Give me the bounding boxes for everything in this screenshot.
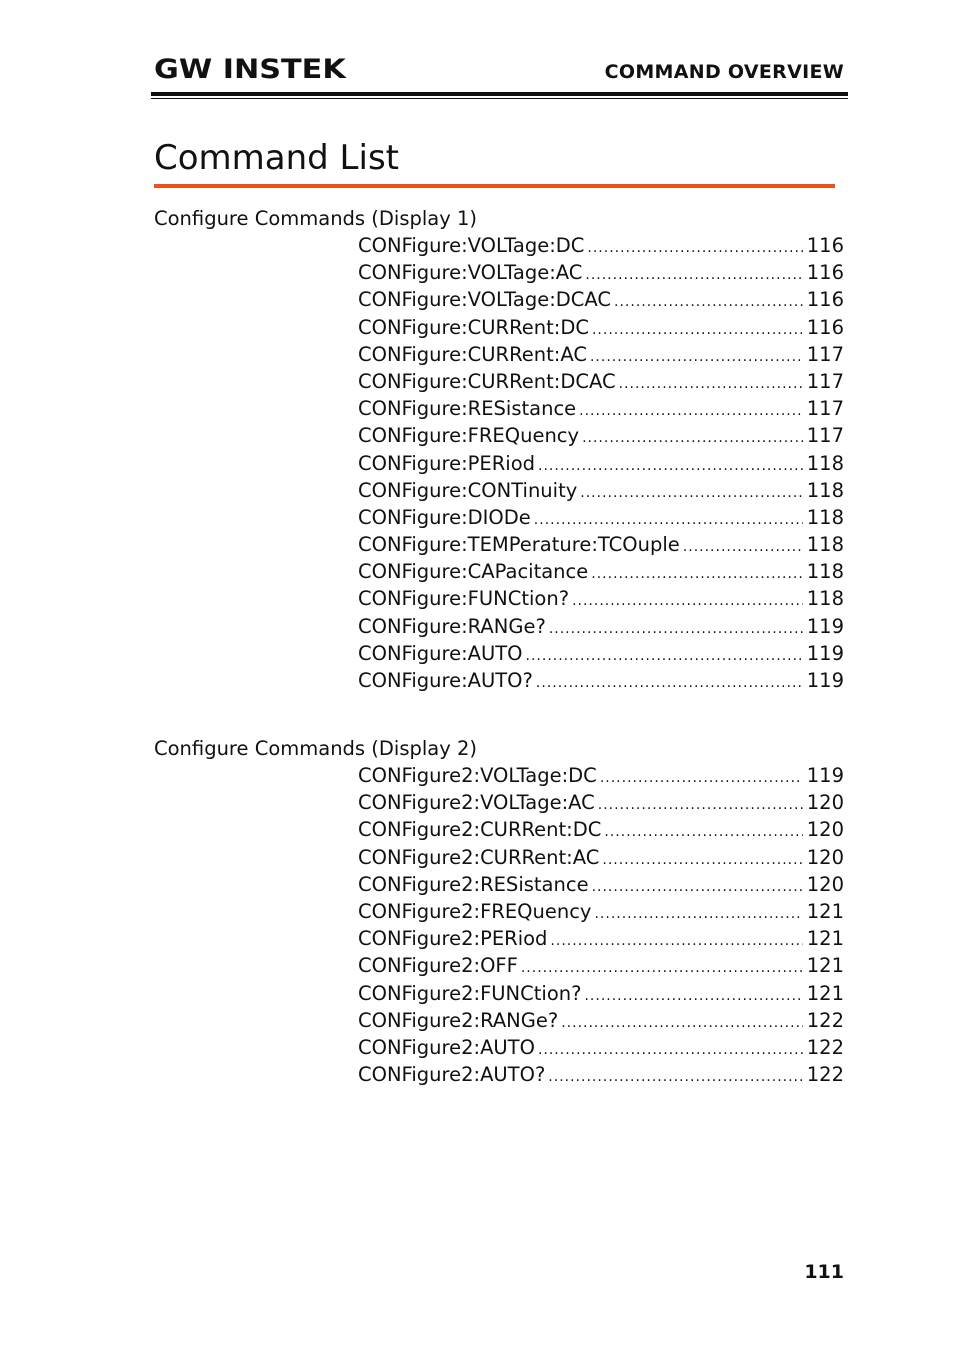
toc-entry[interactable] bbox=[358, 898, 844, 925]
toc-list-display-1 bbox=[358, 232, 844, 694]
toc-entry-name: CONFigure:CURRent:DCAC bbox=[358, 369, 616, 393]
toc-dot-leader bbox=[572, 588, 803, 615]
toc-dot-leader bbox=[600, 765, 803, 792]
toc-dot-leader bbox=[619, 371, 803, 398]
toc-entry[interactable] bbox=[358, 952, 844, 979]
toc-entry-name: CONFigure:AUTO bbox=[358, 641, 523, 665]
toc-entry[interactable] bbox=[358, 789, 844, 816]
toc-entry-page: 118 bbox=[806, 533, 844, 557]
toc-entry[interactable] bbox=[358, 816, 844, 843]
toc-entry-page: 116 bbox=[806, 234, 844, 257]
toc-entry-page: 121 bbox=[806, 981, 844, 1005]
toc-entry[interactable] bbox=[358, 844, 844, 871]
toc-entry-page: 122 bbox=[806, 1008, 844, 1032]
toc-entry-name: CONFigure2:VOLTage:DC bbox=[358, 764, 597, 787]
toc-entry-page: 117 bbox=[806, 342, 844, 366]
toc-dot-leader bbox=[549, 616, 803, 643]
toc-entry[interactable] bbox=[358, 1034, 844, 1061]
toc-dot-leader bbox=[604, 819, 802, 846]
header-rule-thick bbox=[151, 92, 848, 96]
toc-dot-leader bbox=[683, 534, 803, 561]
toc-entry-name: CONFigure:TEMPerature:TCOuple bbox=[358, 533, 680, 557]
toc-dot-leader bbox=[587, 235, 802, 262]
title-accent-rule bbox=[154, 184, 835, 188]
toc-entry-page: 117 bbox=[806, 397, 844, 421]
toc-entry[interactable] bbox=[358, 259, 844, 286]
toc-dot-leader bbox=[579, 398, 803, 425]
toc-entry[interactable] bbox=[358, 558, 844, 585]
toc-entry-page: 118 bbox=[806, 451, 844, 475]
toc-entry-name: CONFigure:RESistance bbox=[358, 397, 577, 421]
toc-entry-name: CONFigure:CURRent:DC bbox=[358, 315, 589, 339]
section-heading-display-1: Configure Commands (Display 1) bbox=[154, 207, 477, 230]
toc-entry-name: CONFigure2:AUTO? bbox=[358, 1063, 546, 1087]
toc-entry[interactable] bbox=[358, 613, 844, 640]
toc-dot-leader bbox=[592, 874, 803, 901]
toc-entry-page: 122 bbox=[806, 1063, 844, 1087]
toc-entry-name: CONFigure:AUTO? bbox=[358, 669, 533, 692]
toc-dot-leader bbox=[584, 983, 802, 1010]
toc-entry-name: CONFigure2:CURRent:AC bbox=[358, 845, 600, 869]
toc-dot-leader bbox=[538, 1037, 803, 1064]
toc-entry-page: 122 bbox=[806, 1035, 844, 1059]
toc-entry-page: 121 bbox=[806, 899, 844, 923]
toc-entry[interactable] bbox=[358, 286, 844, 313]
toc-entry-page: 116 bbox=[806, 315, 844, 339]
toc-entry-page: 118 bbox=[806, 587, 844, 611]
toc-entry-name: CONFigure:FREQuency bbox=[358, 424, 580, 448]
toc-entry-name: CONFigure:VOLTage:AC bbox=[358, 261, 583, 285]
toc-entry[interactable] bbox=[358, 504, 844, 531]
chapter-title: COMMAND OVERVIEW bbox=[604, 61, 844, 83]
toc-dot-leader bbox=[598, 792, 803, 819]
toc-entry-name: CONFigure2:CURRent:DC bbox=[358, 818, 602, 842]
toc-entry-page: 120 bbox=[806, 845, 844, 869]
toc-entry-name: CONFigure2:FREQuency bbox=[358, 899, 592, 923]
toc-entry-name: CONFigure2:RESistance bbox=[358, 872, 589, 896]
toc-dot-leader bbox=[585, 262, 802, 289]
toc-dot-leader bbox=[536, 670, 803, 697]
toc-entry-name: CONFigure:VOLTage:DC bbox=[358, 234, 585, 257]
toc-entry-page: 118 bbox=[806, 505, 844, 529]
toc-dot-leader bbox=[614, 289, 803, 316]
toc-entry[interactable] bbox=[358, 341, 844, 368]
toc-dot-leader bbox=[580, 480, 803, 507]
toc-entry-page: 118 bbox=[806, 560, 844, 584]
toc-entry-page: 116 bbox=[806, 261, 844, 285]
toc-entry[interactable] bbox=[358, 1061, 844, 1088]
toc-entry[interactable] bbox=[358, 477, 844, 504]
toc-entry-name: CONFigure:CONTinuity bbox=[358, 478, 578, 502]
toc-entry[interactable] bbox=[358, 314, 844, 341]
toc-entry[interactable] bbox=[358, 395, 844, 422]
toc-entry-page: 120 bbox=[806, 791, 844, 815]
toc-entry-page: 119 bbox=[806, 764, 844, 787]
section-heading-display-2: Configure Commands (Display 2) bbox=[154, 737, 477, 760]
toc-dot-leader bbox=[590, 344, 803, 371]
toc-dot-leader bbox=[602, 847, 802, 874]
toc-entry-page: 119 bbox=[806, 614, 844, 638]
toc-entry-page: 119 bbox=[806, 641, 844, 665]
toc-entry-name: CONFigure2:VOLTage:AC bbox=[358, 791, 595, 815]
toc-entry-name: CONFigure:CURRent:AC bbox=[358, 342, 587, 366]
toc-entry-name: CONFigure:CAPacitance bbox=[358, 560, 589, 584]
toc-entry[interactable] bbox=[358, 640, 844, 667]
toc-entry-page: 116 bbox=[806, 288, 844, 312]
brand-logo: GW INSTEK bbox=[154, 54, 346, 85]
toc-list-display-2 bbox=[358, 762, 844, 1088]
toc-entry[interactable] bbox=[358, 980, 844, 1007]
header-rule-thin bbox=[151, 98, 848, 99]
toc-dot-leader bbox=[538, 453, 803, 480]
toc-entry-page: 117 bbox=[806, 369, 844, 393]
toc-entry[interactable] bbox=[358, 450, 844, 477]
toc-entry[interactable] bbox=[358, 925, 844, 952]
toc-entry-name: CONFigure:FUNCtion? bbox=[358, 587, 570, 611]
toc-entry[interactable] bbox=[358, 667, 844, 694]
toc-entry-page: 117 bbox=[806, 424, 844, 448]
toc-entry-name: CONFigure:DIODe bbox=[358, 505, 531, 529]
toc-entry-page: 121 bbox=[806, 927, 844, 951]
toc-dot-leader bbox=[591, 561, 803, 588]
toc-entry-name: CONFigure:VOLTage:DCAC bbox=[358, 288, 612, 312]
page-number: 111 bbox=[804, 1261, 844, 1283]
toc-entry[interactable] bbox=[358, 762, 844, 789]
toc-entry-name: CONFigure2:OFF bbox=[358, 954, 518, 978]
toc-dot-leader bbox=[548, 1064, 802, 1091]
toc-entry-page: 118 bbox=[806, 478, 844, 502]
toc-entry-name: CONFigure2:FUNCtion? bbox=[358, 981, 582, 1005]
toc-entry[interactable] bbox=[358, 871, 844, 898]
toc-entry-name: CONFigure2:PERiod bbox=[358, 927, 548, 951]
toc-dot-leader bbox=[594, 901, 802, 928]
toc-entry[interactable] bbox=[358, 232, 844, 259]
toc-dot-leader bbox=[521, 955, 803, 982]
toc-dot-leader bbox=[592, 317, 803, 344]
toc-entry-page: 120 bbox=[806, 818, 844, 842]
toc-dot-leader bbox=[561, 1010, 803, 1037]
toc-entry-name: CONFigure2:RANGe? bbox=[358, 1008, 559, 1032]
toc-entry-name: CONFigure2:AUTO bbox=[358, 1035, 535, 1059]
toc-entry[interactable] bbox=[358, 422, 844, 449]
toc-entry[interactable] bbox=[358, 585, 844, 612]
toc-entry-name: CONFigure:RANGe? bbox=[358, 614, 546, 638]
toc-entry-name: CONFigure:PERiod bbox=[358, 451, 536, 475]
toc-entry-page: 121 bbox=[806, 954, 844, 978]
toc-dot-leader bbox=[534, 507, 803, 534]
toc-entry[interactable] bbox=[358, 531, 844, 558]
toc-entry-page: 119 bbox=[806, 669, 844, 692]
toc-entry[interactable] bbox=[358, 1007, 844, 1034]
toc-entry[interactable] bbox=[358, 368, 844, 395]
toc-entry-page: 120 bbox=[806, 872, 844, 896]
toc-dot-leader bbox=[550, 928, 802, 955]
toc-dot-leader bbox=[582, 425, 803, 452]
toc-dot-leader bbox=[526, 643, 803, 670]
page-title: Command List bbox=[154, 138, 399, 178]
